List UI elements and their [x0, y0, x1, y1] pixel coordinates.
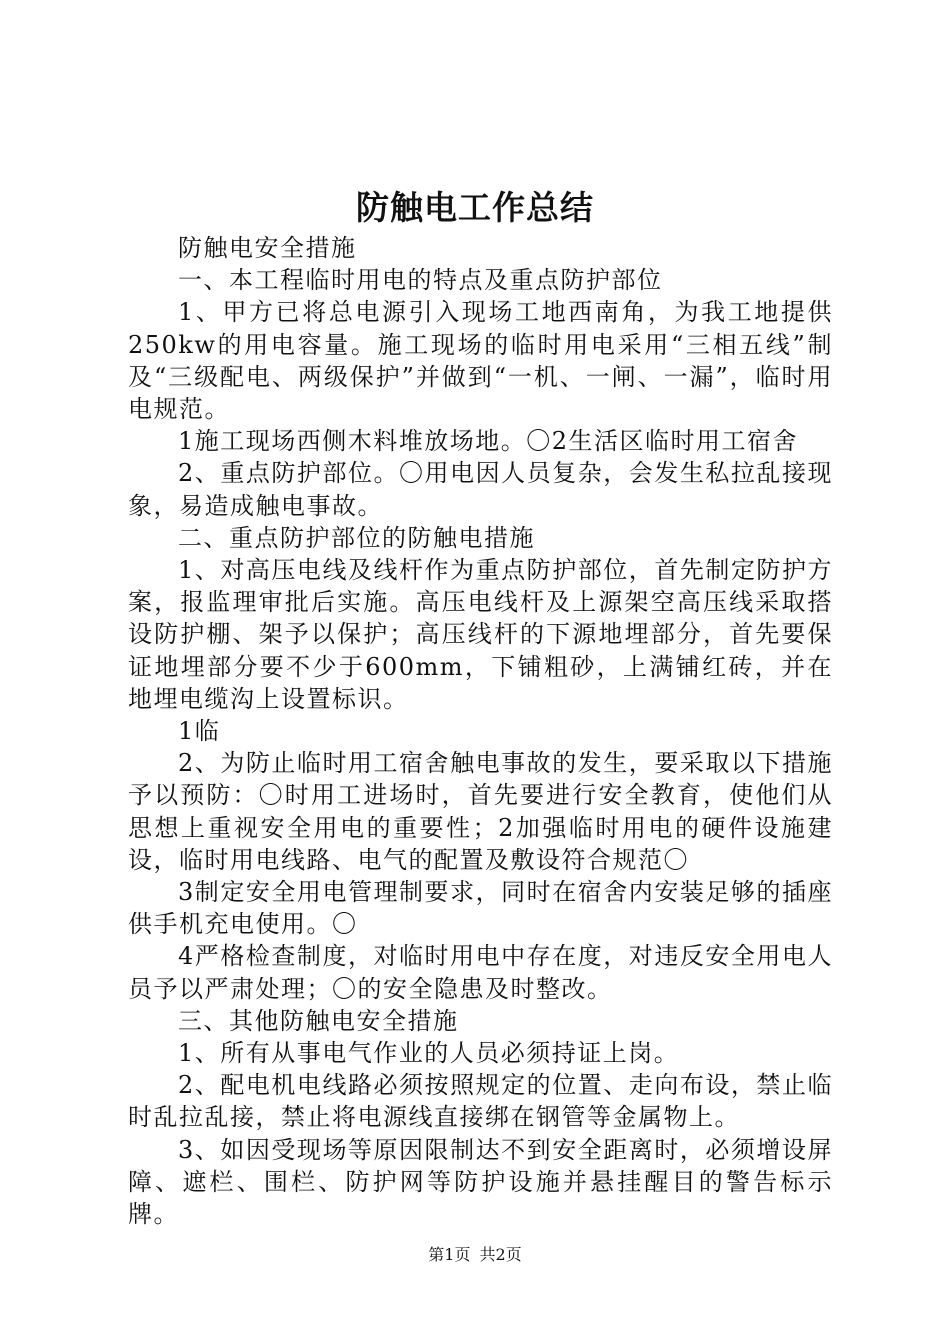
- paragraph: 一、本工程临时用电的特点及重点防护部位: [178, 266, 663, 295]
- paragraph: 1、对高压电线及线杆作为重点防护部位，首先制定防护方案，报监理审批后实施。高压电线杆及上源架空高压线采取搭设防护棚、架予以保护；高压线杆的下源地埋部分，首先要保证地埋部分要不少于600mm，下铺粗砂，上满铺红砖，并在地埋电缆沟上设置标识。: [128, 556, 833, 713]
- page-number: 第1页: [428, 1245, 471, 1264]
- paragraph: 2、配电机电线路必须按照规定的位置、走向布设，禁止临时乱拉乱接，禁止将电源线直接绑在钢管等金属物上。: [128, 1071, 833, 1132]
- document-title: 防触电工作总结: [356, 188, 594, 227]
- paragraph: 1、所有从事电气作业的人员必须持证上岗。: [178, 1039, 680, 1068]
- paragraph: 1、甲方已将总电源引入现场工地西南角，为我工地提供250kw的用电容量。施工现场的临时用电采用“三相五线”制及“三级配电、两级保护”并做到“一机、一闸、一漏”，临时用电规范。: [128, 298, 833, 424]
- paragraph: 二、重点防护部位的防触电措施: [178, 523, 535, 552]
- paragraph: 3、如因受现场等原因限制达不到安全距离时，必须增设屏障、遮栏、围栏、防护网等防护设施并悬挂醒目的警告标示牌。: [128, 1135, 833, 1229]
- page-footer: [0, 1244, 950, 1266]
- paragraph: 2、为防止临时用工宿舍触电事故的发生，要采取以下措施予以预防：〇时用工进场时，首先要进行安全教育，使他们从思想上重视安全用电的重要性；2加强临时用电的硬件设施建设，临时用电线路、电气的配置及敷设符合规范〇: [128, 749, 833, 874]
- page-total: 共2页: [479, 1245, 522, 1264]
- paragraph: 2、重点防护部位。〇用电因人员复杂，会发生私拉乱接现象，易造成触电事故。: [128, 459, 833, 520]
- paragraph: 防触电安全措施: [178, 234, 357, 262]
- paragraph: 1临: [178, 717, 221, 746]
- paragraph: 1施工现场西侧木料堆放场地。〇2生活区临时用工宿舍: [178, 427, 799, 456]
- paragraph: 3制定安全用电管理制要求，同时在宿舍内安装足够的插座供手机充电使用。〇: [128, 878, 833, 939]
- paragraph: 4严格检查制度，对临时用电中存在度，对违反安全用电人员予以严肃处理；〇的安全隐患及时整改。: [128, 942, 833, 1003]
- paragraph: 三、其他防触电安全措施: [178, 1006, 459, 1035]
- document-body: [128, 232, 833, 1230]
